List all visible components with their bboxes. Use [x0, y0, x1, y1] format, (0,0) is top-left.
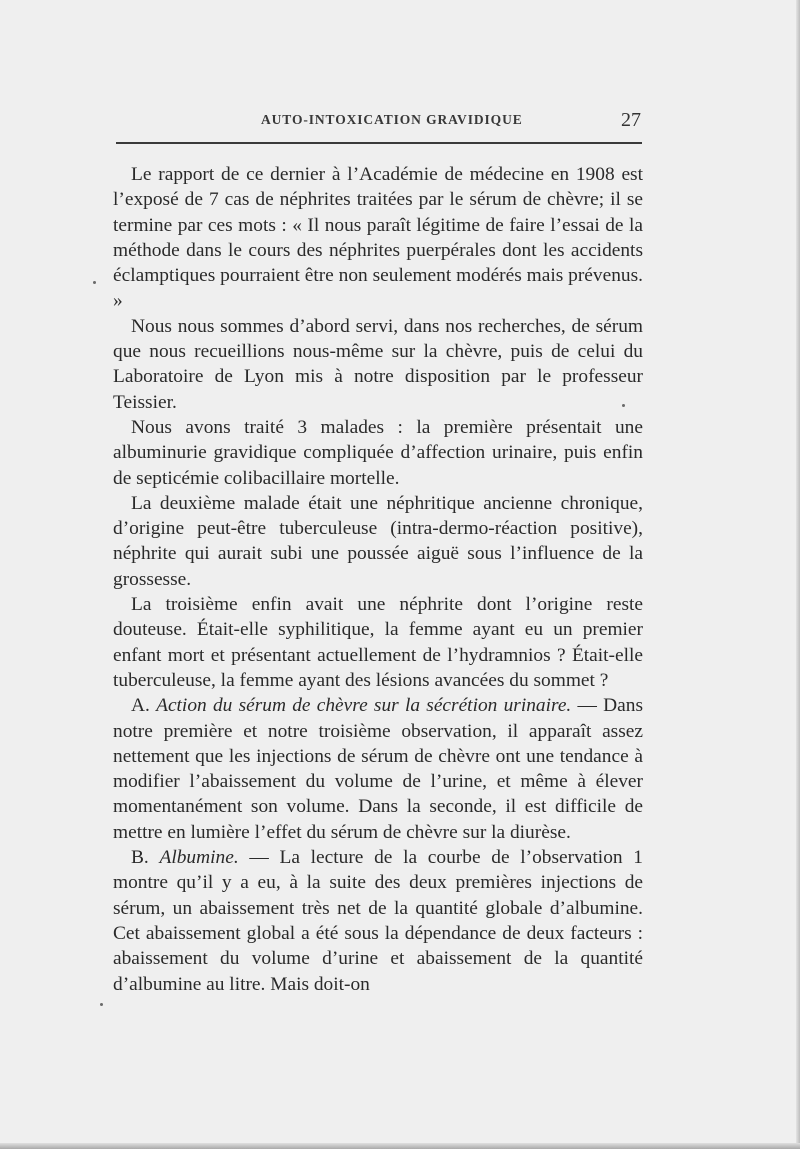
paragraph-text: La deuxième malade était une néphritique ancienne chronique, d’origine peut-être tuberculeuse (intra-dermo-réaction positive), néphrite qui aurait subi une poussée aiguë sous l’influence de la grossesse. — [113, 492, 643, 590]
page-edge-right — [796, 0, 800, 1149]
paragraph-3 — [113, 415, 643, 491]
paragraph-6 — [113, 693, 643, 845]
paragraph-text: La troisième enfin avait une néphrite dont l’origine reste douteuse. Était-elle syphilitique, la femme ayant eu un premier enfant mort et présentant actuellement de l’hydramnios ? Était-elle tuberculeuse, la femme ayant des lésions avancées du sommet ? — [113, 594, 643, 691]
section-letter: A. — [131, 695, 157, 717]
page-header — [113, 110, 643, 134]
paragraph-1 — [113, 162, 643, 314]
running-title: AUTO-INTOXICATION GRAVIDIQUE — [261, 112, 523, 127]
paragraph-4 — [113, 491, 643, 592]
paragraph-text: Nous avons traité 3 malades : la première présentait une albuminurie gravidique compliquée d’affection urinaire, puis enfin de septicémie colibacillaire mortelle. — [113, 416, 643, 489]
paragraph-5 — [113, 592, 643, 693]
paragraph-text: Nous nous sommes d’abord servi, dans nos recherches, de sérum que nous recueillions nous-même sur la chèvre, puis de celui du Laboratoire de Lyon mis à notre disposition par le professeur Teissier. — [113, 315, 643, 413]
scan-speck — [93, 281, 96, 284]
scan-speck — [100, 1003, 103, 1006]
body-text — [113, 162, 643, 997]
page-number: 27 — [621, 109, 641, 131]
section-heading: Albumine. — [159, 847, 239, 869]
paragraph-text: — La lecture de la courbe de l’observation 1 montre qu’il y a eu, à la suite des deux premières injections de sérum, un abaissement très net de la quantité globale d’albumine. Cet abaissement global a été sous la dépendance de deux facteurs : abaissement du volume d’urine et abaissement de la quantité d’albumine au litre. Mais doit-on — [113, 847, 643, 995]
paragraph-text: — Dans notre première et notre troisième observation, il apparaît assez nettement que les injections de sérum de chèvre ont une tendance à modifier l’abaissement du volume de l’urine, et même à élever momentanément son volume. Dans la seconde, il est difficile de mettre en lumière l’effet du sérum de chèvre sur la diurèse. — [113, 695, 643, 843]
paragraph-text: Le rapport de ce dernier à l’Académie de médecine en 1908 est l’exposé de 7 cas de néphrites traitées par le sérum de chèvre; il se termine par ces mots : « Il nous paraît légitime de faire l’essai de la méthode dans le cours des néphrites puerpérales dont les accidents éclamptiques pourraient être non seulement modérés mais prévenus. » — [113, 164, 643, 312]
header-rule — [116, 142, 642, 144]
scan-speck — [622, 404, 625, 407]
section-letter: B. — [131, 847, 160, 869]
page-edge-bottom — [0, 1143, 800, 1149]
paragraph-7 — [113, 845, 643, 997]
section-heading: Action du sérum de chèvre sur la sécrétion urinaire. — [156, 695, 572, 717]
paragraph-2 — [113, 314, 643, 415]
